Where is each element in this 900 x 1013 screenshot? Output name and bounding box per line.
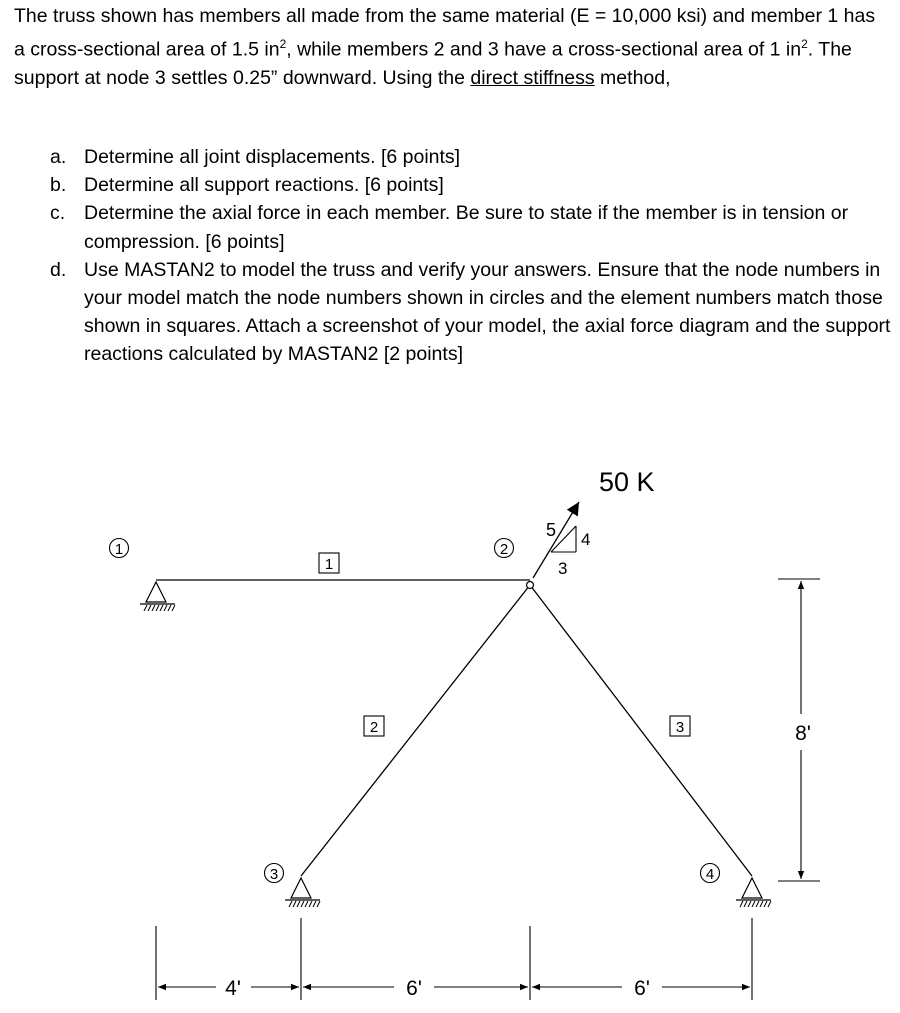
element-label-1 (319, 553, 339, 573)
element-number: 1 (324, 556, 334, 573)
element-number: 2 (369, 719, 379, 736)
problem-text: method, (594, 66, 671, 89)
part-text: Determine all joint displacements. [6 points] (84, 146, 461, 168)
node-label-2 (495, 539, 514, 559)
slope-run-label: 3 (558, 559, 568, 578)
superscript: 2 (801, 37, 808, 52)
load-label: 50 K (599, 467, 655, 497)
problem-text: , while members 2 and 3 have a cross-sectional area of 1 in (286, 38, 802, 61)
node-number: 3 (269, 866, 279, 883)
element-label-2 (364, 716, 384, 736)
superscript: 2 (279, 37, 287, 52)
member-3 (530, 585, 752, 876)
horizontal-dimensions (156, 918, 752, 1000)
node-number: 2 (499, 541, 509, 558)
problem-text: The truss shown has members all made from the same material (E = 10,000 ksi) and member 1 has a cross-sectional area of 1.5 in (14, 5, 876, 61)
hinge-node-2 (527, 582, 534, 589)
problem-text: . The support at node 3 settles 0.25” downward. Using the (14, 38, 852, 89)
part-label: d. (50, 258, 67, 281)
dim-label-4ft: 4' (225, 977, 241, 1000)
direct-stiffness-underlined: direct stiffness (470, 66, 595, 89)
node-number: 1 (114, 541, 124, 558)
part-text: Determine the axial force in each member. Be sure to state if the member is in tension or compression. [6 points] (84, 202, 849, 253)
part-label: c. (50, 202, 66, 225)
pin-support-node-4 (736, 878, 771, 907)
slope-hyp-label: 5 (546, 520, 557, 540)
member-2 (301, 585, 530, 876)
part-label: b. (50, 174, 67, 197)
height-dim-label: 8' (795, 722, 811, 745)
part-text: Determine all support reactions. [6 points] (84, 174, 444, 197)
element-label-3 (670, 716, 690, 736)
node-label-3 (265, 864, 284, 884)
pin-support-node-3 (285, 878, 320, 907)
load-arrow (533, 502, 579, 578)
node-number: 4 (705, 866, 715, 883)
dim-label-6ft-right: 6' (634, 977, 650, 1000)
node-label-4 (701, 864, 720, 884)
pin-support-node-1 (140, 582, 175, 611)
node-label-1 (110, 539, 129, 559)
dim-label-6ft-left: 6' (406, 977, 422, 1000)
part-label: a. (50, 146, 67, 168)
slope-rise-label: 4 (581, 530, 591, 549)
element-number: 3 (675, 719, 685, 736)
part-text: Use MASTAN2 to model the truss and verify your answers. Ensure that the node numbers in your model match the node numbers shown in circles and the element numbers match those shown in squares. Attach a screenshot of your model, the axial force diagram and the support reactions calculated by MASTAN2 [2 points] (84, 258, 891, 366)
